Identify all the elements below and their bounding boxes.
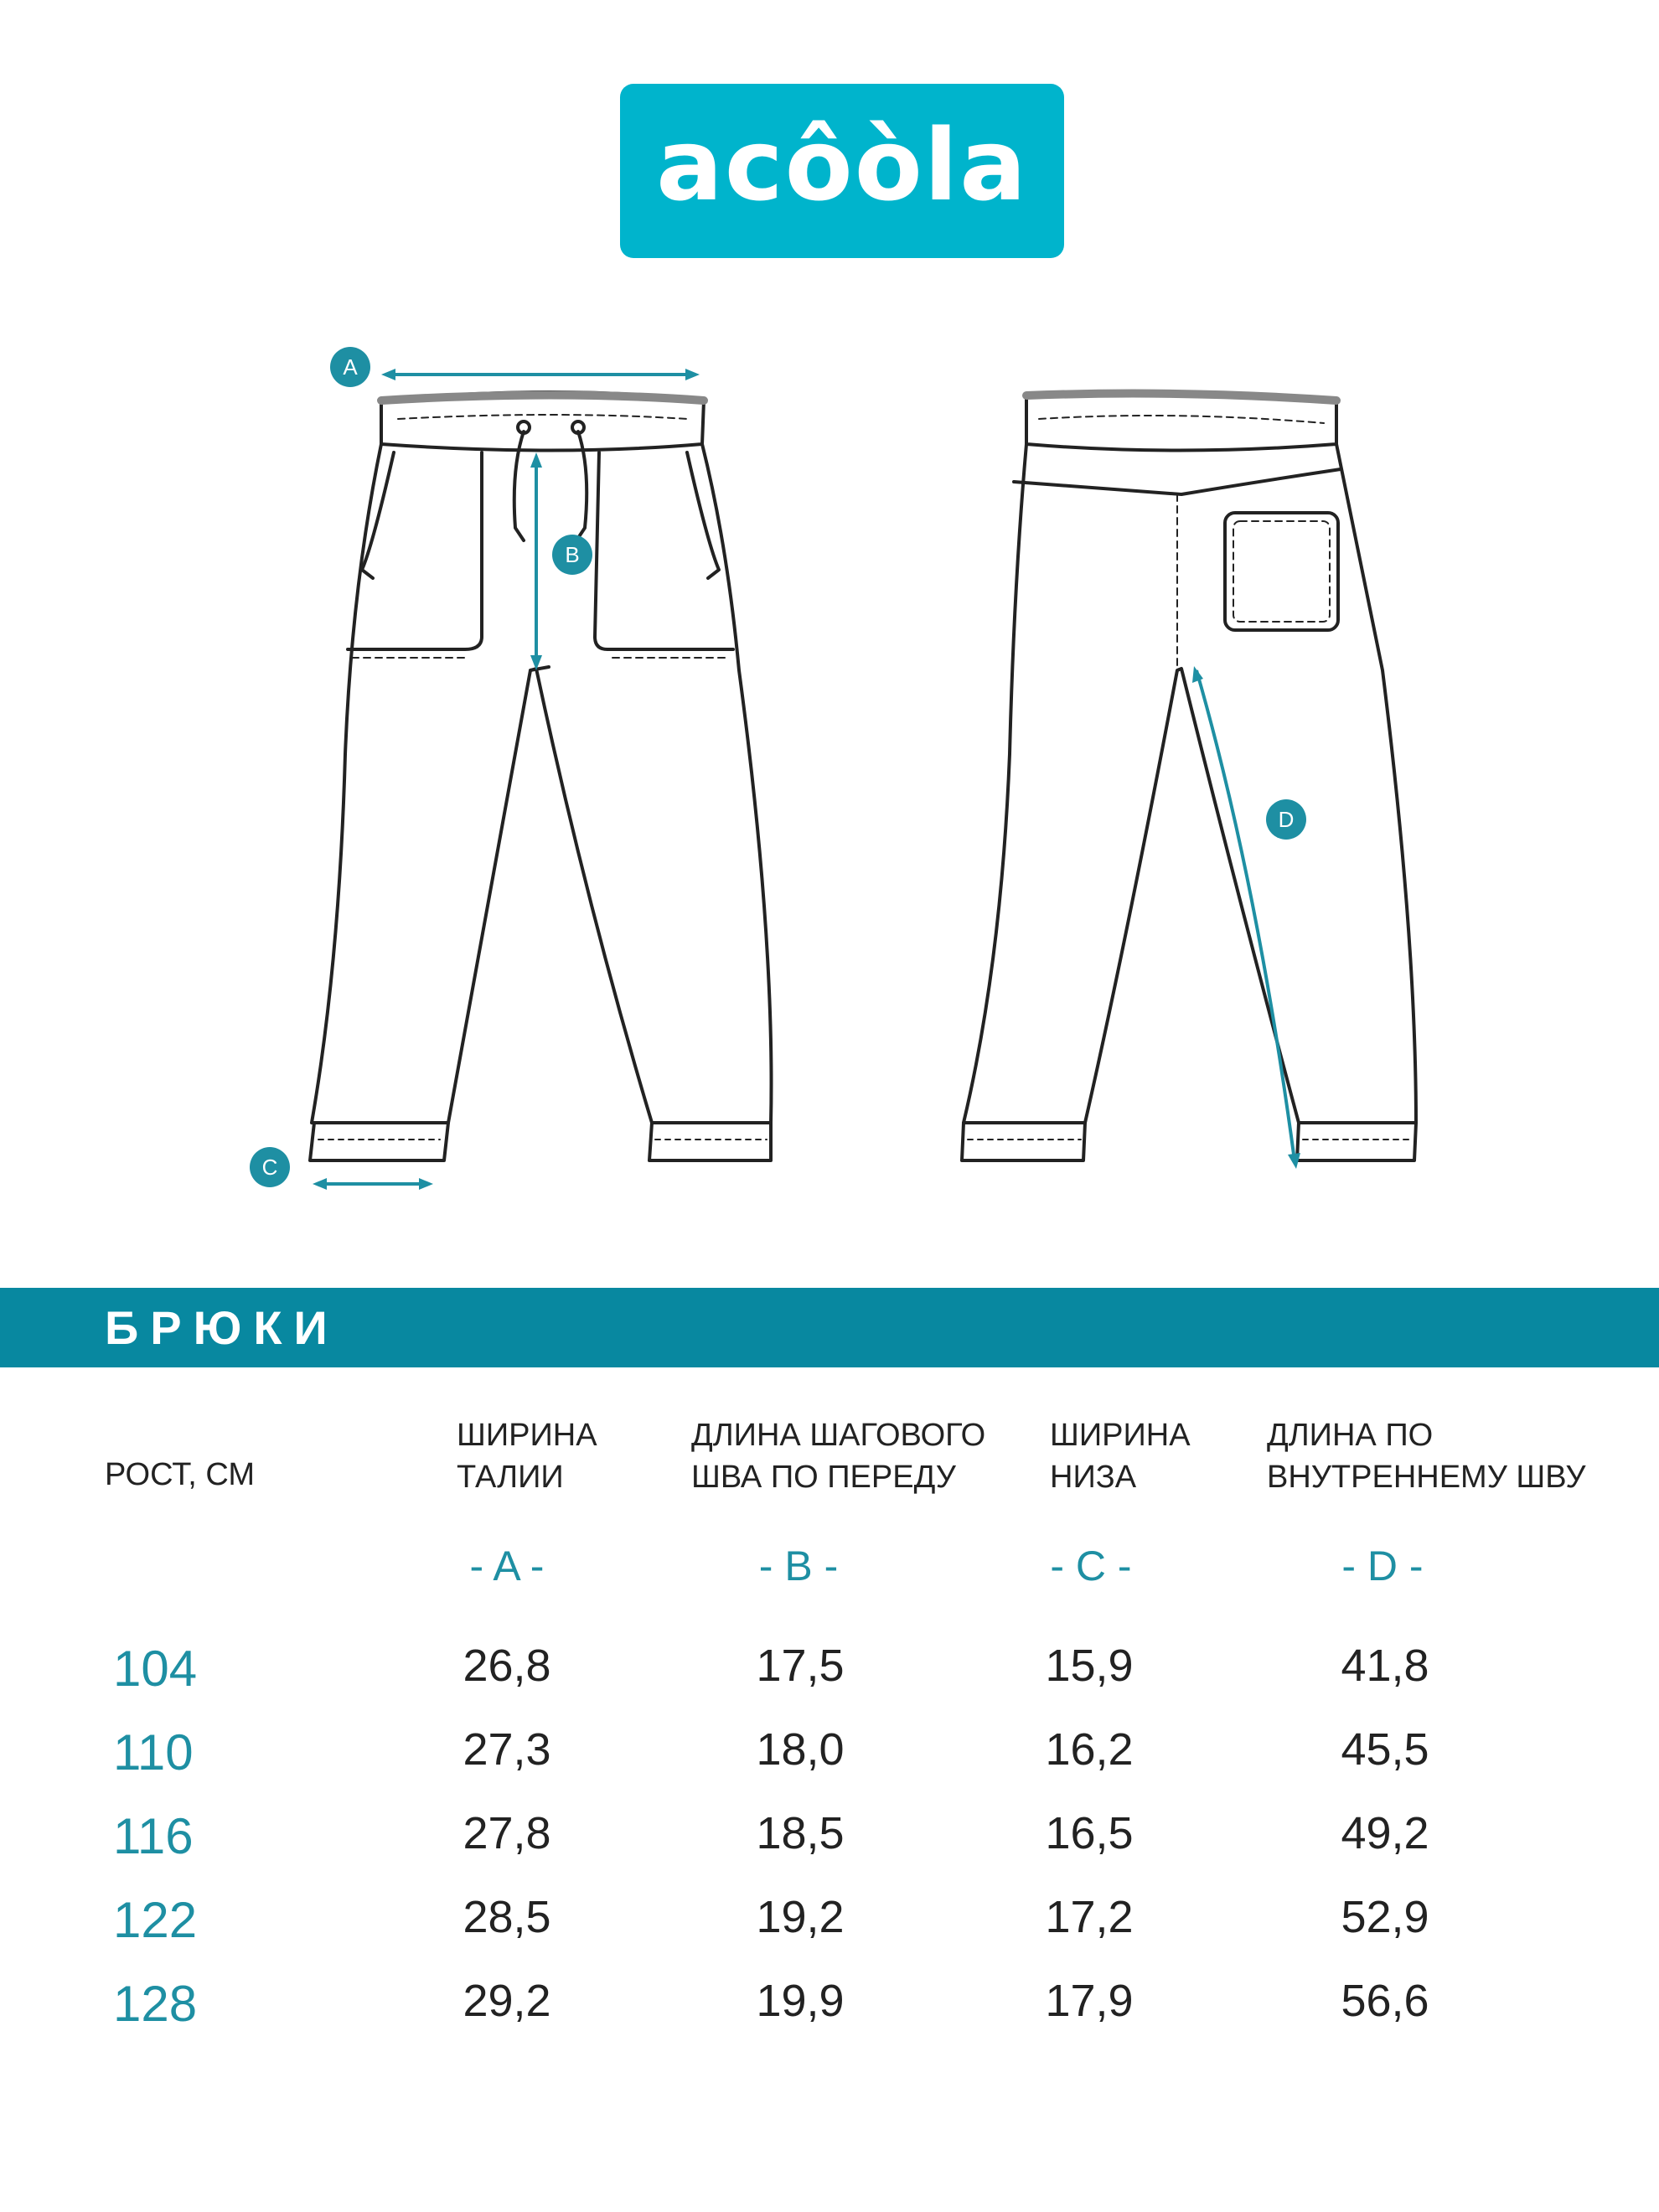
size-cell: 128 [113,1976,198,2032]
column-letter-c: - C - [1050,1543,1132,1589]
value-b-cell: 18,5 [756,1808,845,1858]
header-b-line2: ШВА ПО ПЕРЕДУ [691,1460,956,1495]
size-cell: 116 [113,1808,194,1864]
value-c-cell: 15,9 [1045,1641,1134,1691]
value-b-cell: 19,9 [756,1976,845,2026]
value-a-cell: 26,8 [463,1641,551,1691]
header-c-line2: НИЗА [1050,1460,1137,1495]
table-row [0,1640,1659,1724]
value-a-cell: 29,2 [463,1976,551,2026]
value-c-cell: 17,9 [1045,1976,1134,2026]
table-row [0,1724,1659,1807]
page-title: БРЮКИ [105,1301,339,1354]
header-size-label: РОСТ, СМ [105,1457,256,1492]
value-a-cell: 27,8 [463,1808,551,1858]
value-c-cell: 16,2 [1045,1724,1134,1775]
table-row [0,1891,1659,1975]
title-bar [0,1288,1659,1367]
marker-c-label: C [261,1155,278,1180]
column-letter-b: - B - [758,1543,839,1589]
column-letter-a: - A - [469,1543,545,1589]
value-c-cell: 16,5 [1045,1808,1134,1858]
header-b [691,1414,985,1498]
size-cell: 110 [113,1724,194,1780]
size-cell: 104 [113,1641,198,1697]
brand-logo [620,84,1064,258]
logo-text: acôòla [656,107,1028,223]
header-d-line1: ДЛИНА ПО [1267,1418,1434,1453]
value-a-cell: 27,3 [463,1724,551,1775]
value-a-cell: 28,5 [463,1892,551,1942]
value-c-cell: 17,2 [1045,1892,1134,1942]
value-d-cell: 45,5 [1341,1724,1429,1775]
header-c [1050,1414,1191,1498]
back-view [962,391,1416,1160]
marker-d-label: D [1278,807,1295,832]
header-a-line1: ШИРИНА [457,1418,597,1453]
header-a-line2: ТАЛИИ [457,1460,564,1495]
header-a [457,1414,597,1498]
table-row [0,1975,1659,2059]
value-d-cell: 56,6 [1341,1976,1429,2026]
header-size [105,1454,255,1496]
value-d-cell: 49,2 [1341,1808,1429,1858]
value-b-cell: 18,0 [756,1724,845,1775]
value-b-cell: 19,2 [756,1892,845,1942]
marker-a-label: A [343,354,358,380]
marker-b-label: B [565,542,580,567]
size-cell: 122 [113,1892,198,1948]
value-d-cell: 41,8 [1341,1641,1429,1691]
header-d [1267,1414,1585,1498]
front-view [310,392,772,1160]
header-d-line2: ВНУТРЕННЕМУ ШВУ [1267,1460,1586,1495]
table-row [0,1807,1659,1891]
column-letter-d: - D - [1341,1543,1424,1589]
pants-measurement-diagram [0,335,1659,1223]
header-c-line1: ШИРИНА [1050,1418,1191,1453]
header-b-line1: ДЛИНА ШАГОВОГО [691,1418,986,1453]
value-b-cell: 17,5 [756,1641,845,1691]
value-d-cell: 52,9 [1341,1892,1429,1942]
